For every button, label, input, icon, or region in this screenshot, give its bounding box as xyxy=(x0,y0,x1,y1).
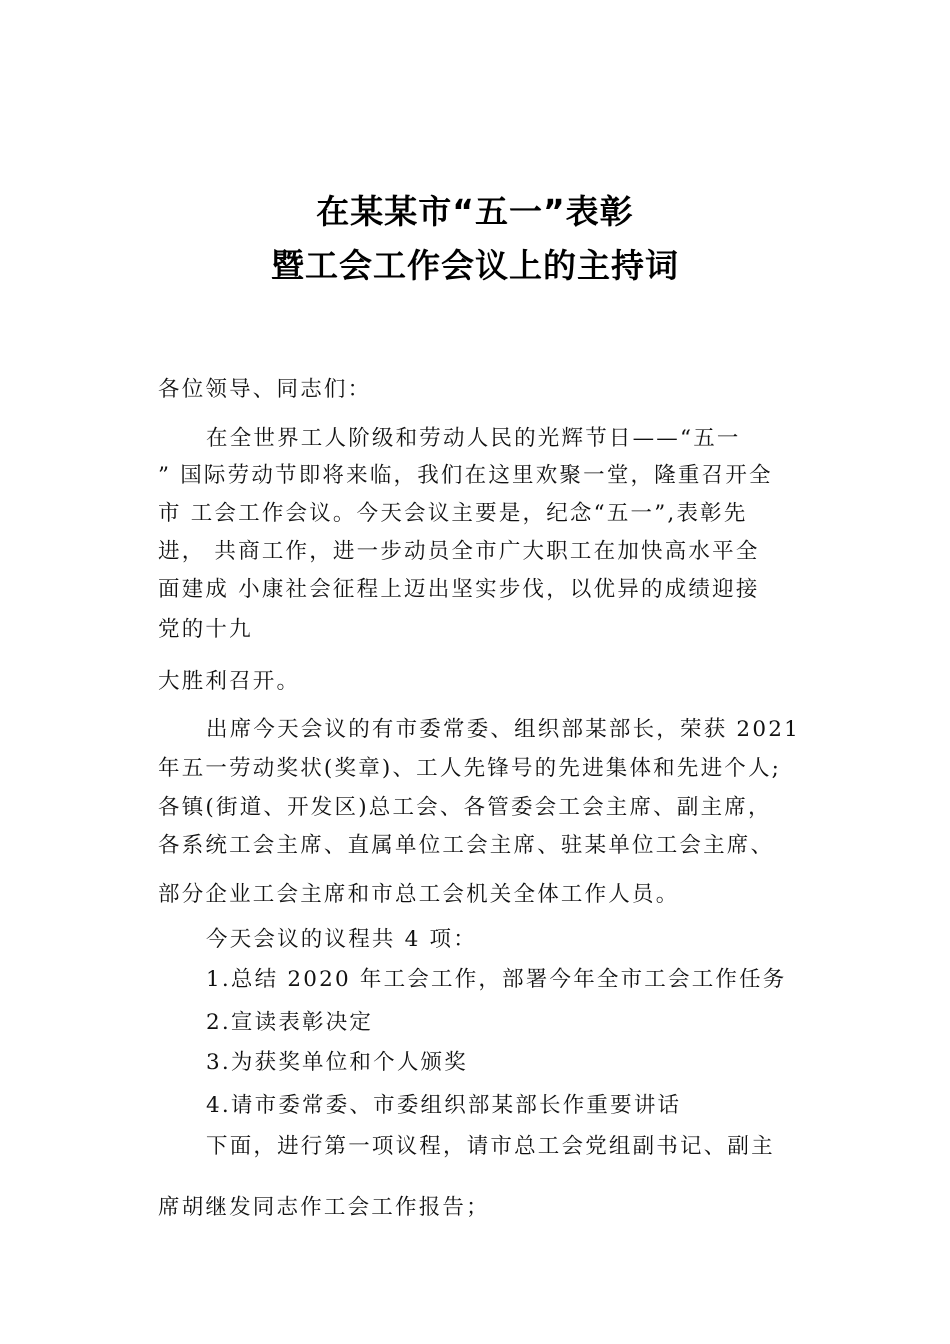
paragraph-1-line-4: 进， 共商工作，进一步动员全市广大职工在加快高水平全 xyxy=(158,539,760,564)
paragraph-1-line-1: 在全世界工人阶级和劳动人民的光辉节日——“五一 xyxy=(206,426,741,451)
paragraph-2-line-5: 部分企业工会主席和市总工会机关全体工作人员。 xyxy=(158,882,680,907)
document-title-line-2: 暨工会工作会议上的主持词 xyxy=(271,246,679,285)
agenda-item-1: 1.总结 2020 年工会工作，部署今年全市工会工作任务 xyxy=(206,967,787,992)
paragraph-2-line-1: 出席今天会议的有市委常委、组织部某部长，荣获 2021 xyxy=(206,717,800,742)
agenda-item-3: 3.为获奖单位和个人颁奖 xyxy=(206,1050,468,1075)
paragraph-3-line-1: 下面，进行第一项议程，请市总工会党组副书记、副主 xyxy=(206,1134,775,1159)
agenda-item-2: 2.宣读表彰决定 xyxy=(206,1010,374,1035)
paragraph-2-line-3: 各镇(街道、开发区)总工会、各管委会工会主席、副主席， xyxy=(158,795,772,820)
paragraph-1-line-6: 党的十九 xyxy=(158,617,253,642)
paragraph-1-line-3: 市 工会工作会议。今天会议主要是，纪念“五一”,表彰先 xyxy=(158,501,748,526)
salutation: 各位领导、同志们： xyxy=(158,377,372,402)
paragraph-3-line-2: 席胡继发同志作工会工作报告； xyxy=(158,1195,490,1220)
paragraph-1-line-5: 面建成 小康社会征程上迈出坚实步伐，以优异的成绩迎接 xyxy=(158,577,760,602)
agenda-item-4: 4.请市委常委、市委组织部某部长作重要讲话 xyxy=(206,1093,682,1118)
document-title-line-1: 在某某市“五一”表彰 xyxy=(316,192,634,231)
paragraph-2-line-2: 年五一劳动奖状(奖章)、工人先锋号的先进集体和先进个人; xyxy=(158,756,782,781)
paragraph-1-line-2: ” 国际劳动节即将来临，我们在这里欢聚一堂，隆重召开全 xyxy=(158,463,773,488)
agenda-intro: 今天会议的议程共 4 项： xyxy=(206,927,477,952)
paragraph-1-line-7: 大胜利召开。 xyxy=(158,669,301,694)
paragraph-2-line-4: 各系统工会主席、直属单位工会主席、驻某单位工会主席、 xyxy=(158,833,775,858)
